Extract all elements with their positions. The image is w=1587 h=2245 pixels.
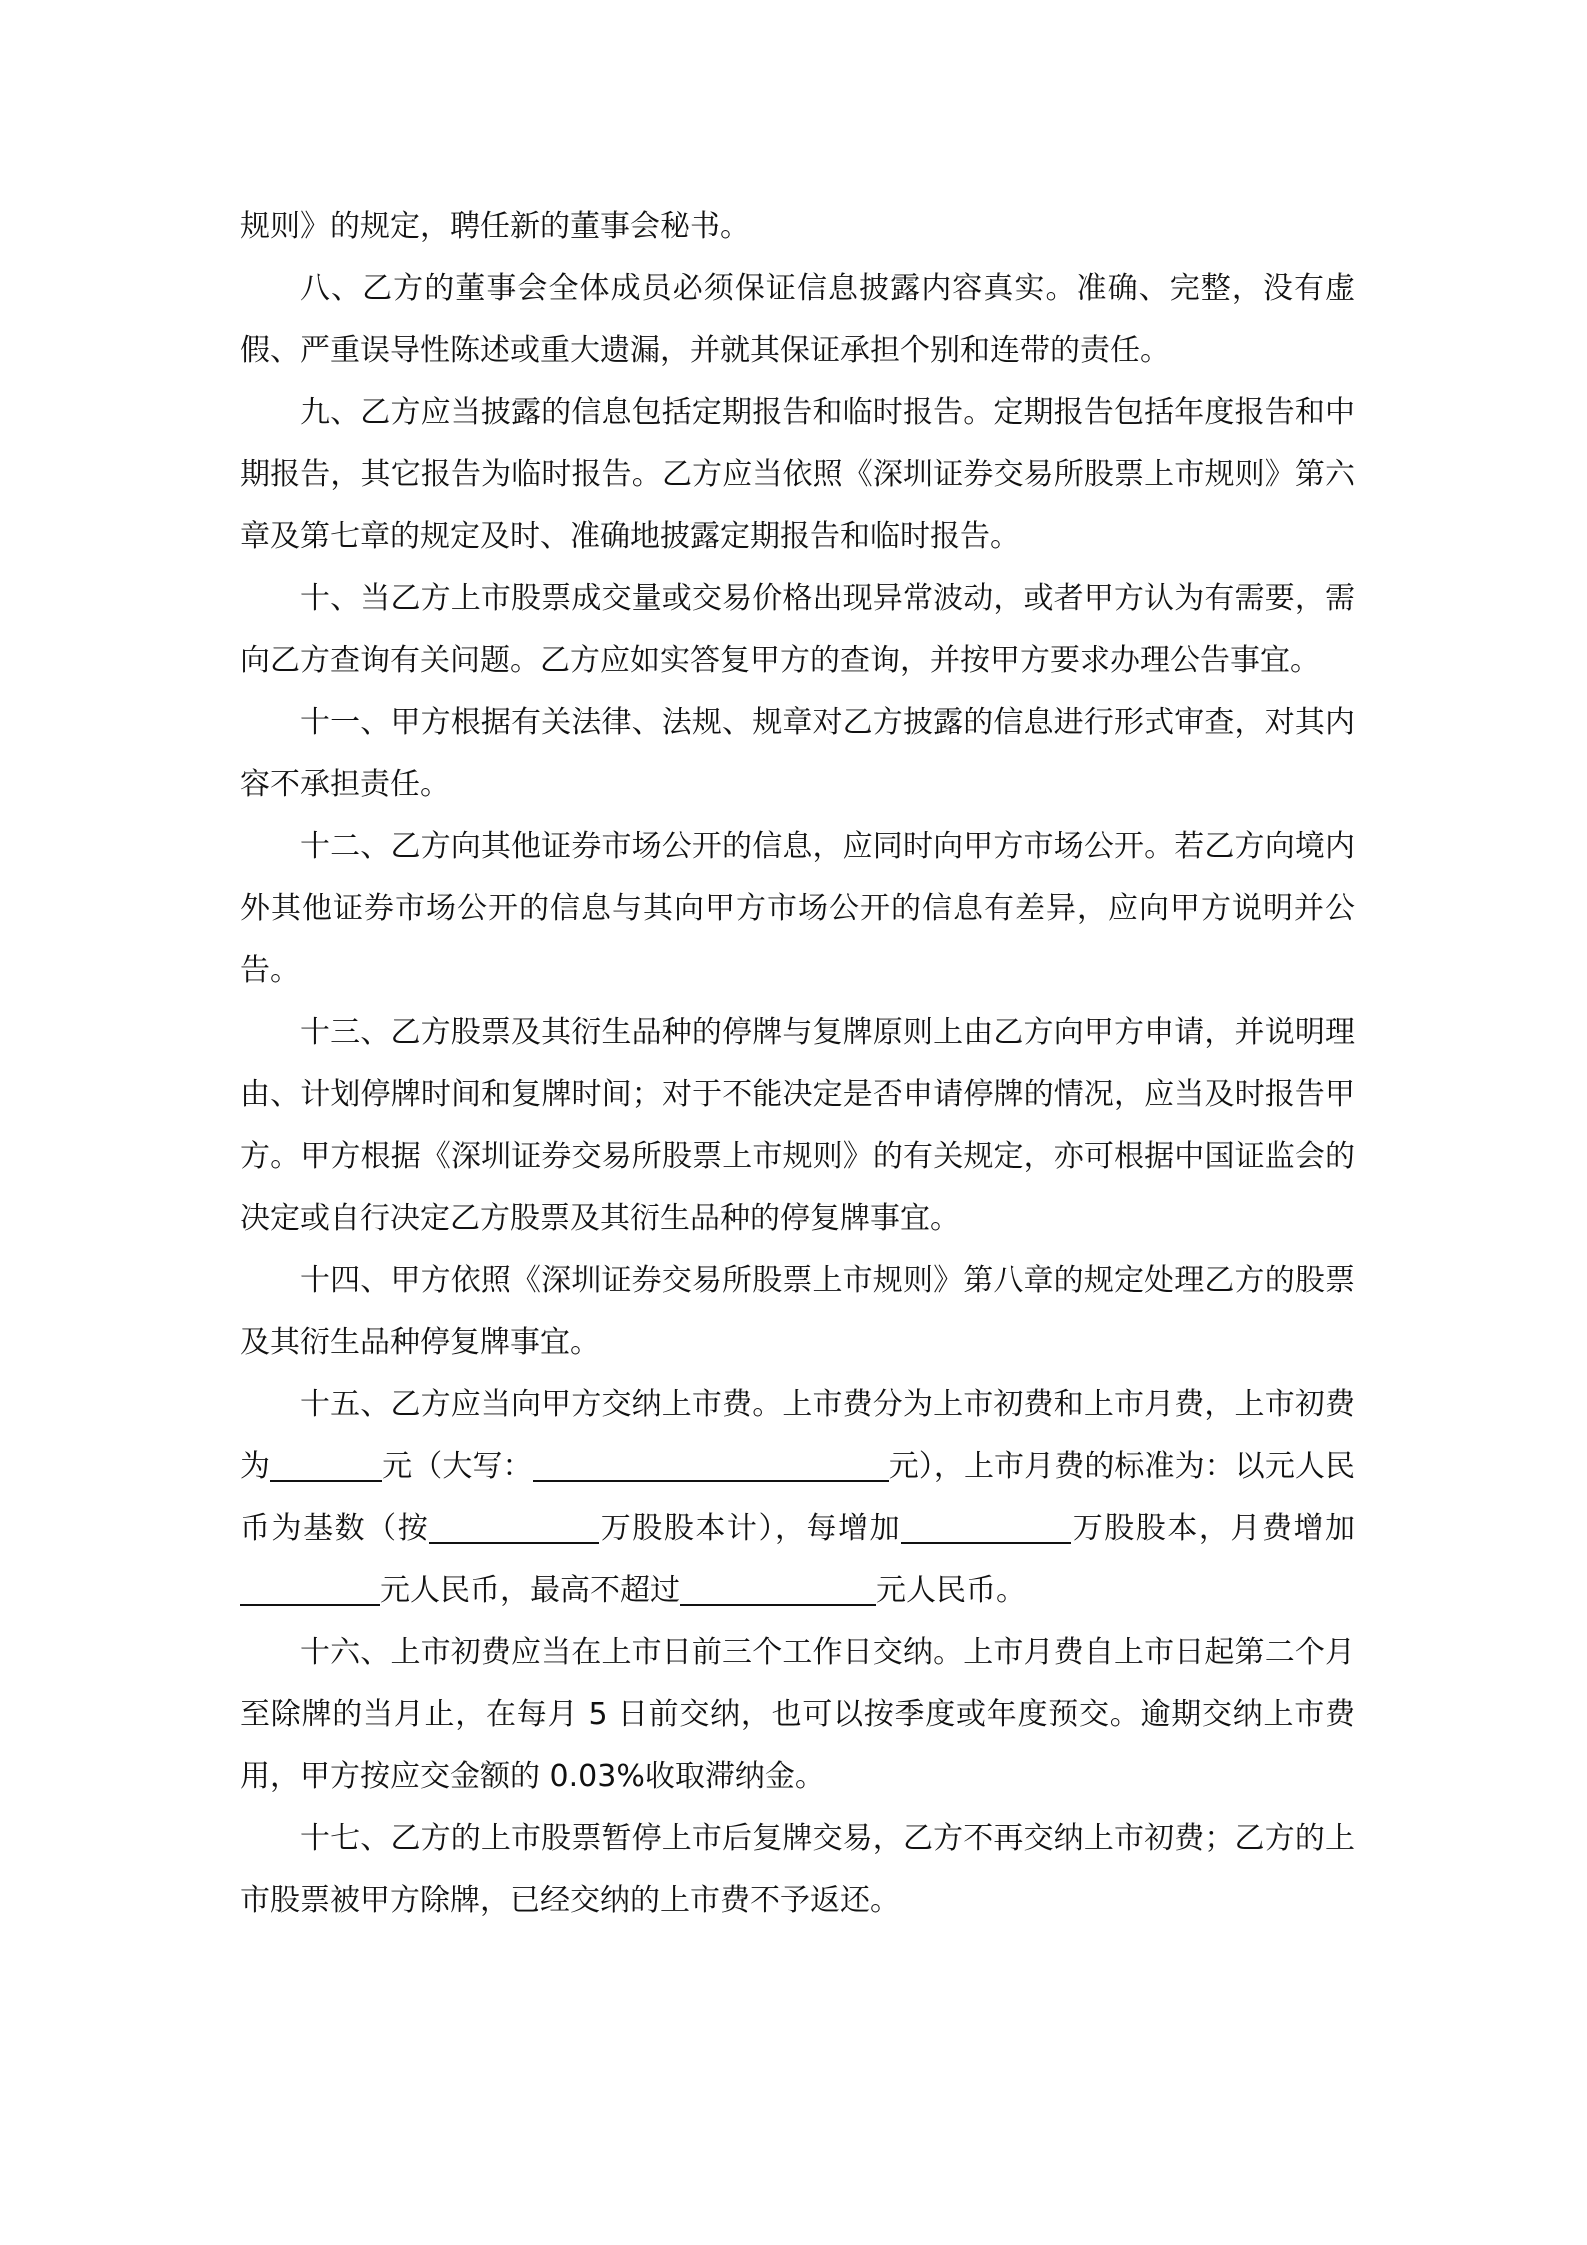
blank-initial-fee-uppercase: [533, 1446, 889, 1482]
clause-15-text-4: 万股股本计），每增加: [599, 1511, 902, 1546]
document-body: [240, 196, 1355, 1932]
clause-16: 十六、上市初费应当在上市日前三个工作日交纳。上市月费自上市日起第二个月至除牌的当月止，在每月 5 日前交纳，也可以按季度或年度预交。逾期交纳上市费用，甲方按应交金额的 0.03%收取滞纳金。: [240, 1635, 1355, 1794]
clause-15-text-1: 十五、乙方应当向甲方交纳上市费。上市费分为上市初费和上市月费，上市初费为: [240, 1387, 1355, 1484]
clause-11: 十一、甲方根据有关法律、法规、规章对乙方披露的信息进行形式审查，对其内容不承担责任。: [240, 705, 1355, 802]
paragraph-continuation: 规则》的规定，聘任新的董事会秘书。: [240, 209, 750, 244]
clause-15-text-7: 元人民币。: [876, 1573, 1026, 1608]
blank-monthly-increase: [240, 1570, 380, 1606]
blank-initial-fee: [270, 1446, 382, 1482]
clause-12: 十二、乙方向其他证券市场公开的信息，应同时向甲方市场公开。若乙方向境内外其他证券市场公开的信息与其向甲方市场公开的信息有差异，应向甲方说明并公告。: [240, 829, 1355, 988]
blank-maximum-fee: [680, 1570, 876, 1606]
clause-15-text-3: 元），上市月费的标准为：以元人民币为基数（按: [240, 1449, 1356, 1546]
clause-15: [240, 1374, 1355, 1622]
blank-base-shares: [429, 1508, 599, 1544]
clause-9: 九、乙方应当披露的信息包括定期报告和临时报告。定期报告包括年度报告和中期报告，其它报告为临时报告。乙方应当依照《深圳证券交易所股票上市规则》第六章及第七章的规定及时、准确地披露定期报告和临时报告。: [240, 395, 1355, 554]
clause-17: 十七、乙方的上市股票暂停上市后复牌交易，乙方不再交纳上市初费；乙方的上市股票被甲方除牌，已经交纳的上市费不予返还。: [240, 1821, 1355, 1918]
clause-15-text-5: 万股股本，月费增加: [1071, 1511, 1356, 1546]
clause-15-text-2: 元（大写：: [382, 1449, 533, 1484]
blank-increment-shares: [901, 1508, 1071, 1544]
clause-15-text-6: 元人民币，最高不超过: [380, 1573, 680, 1608]
clause-10: 十、当乙方上市股票成交量或交易价格出现异常波动，或者甲方认为有需要，需向乙方查询有关问题。乙方应如实答复甲方的查询，并按甲方要求办理公告事宜。: [240, 581, 1355, 678]
clause-13: 十三、乙方股票及其衍生品种的停牌与复牌原则上由乙方向甲方申请，并说明理由、计划停牌时间和复牌时间；对于不能决定是否申请停牌的情况，应当及时报告甲方。甲方根据《深圳证券交易所股票上市规则》的有关规定，亦可根据中国证监会的决定或自行决定乙方股票及其衍生品种的停复牌事宜。: [240, 1015, 1355, 1236]
clause-14: 十四、甲方依照《深圳证券交易所股票上市规则》第八章的规定处理乙方的股票及其衍生品种停复牌事宜。: [240, 1263, 1355, 1360]
clause-8: 八、乙方的董事会全体成员必须保证信息披露内容真实。准确、完整，没有虚假、严重误导性陈述或重大遗漏，并就其保证承担个别和连带的责任。: [240, 271, 1355, 368]
